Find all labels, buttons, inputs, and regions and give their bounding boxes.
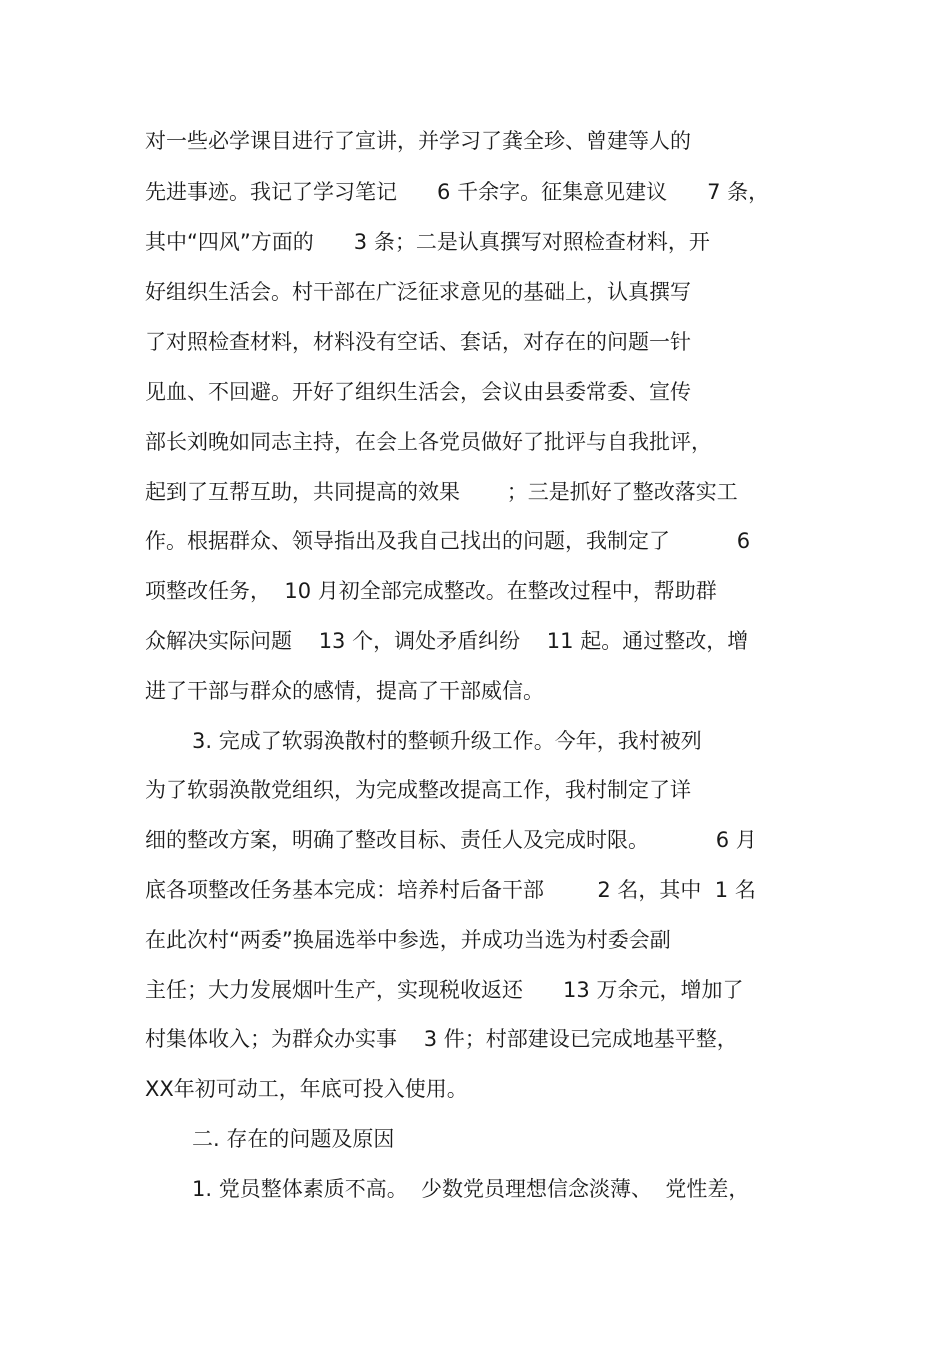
body-text-line: XX年初可动工，年底可投入使用。	[145, 1077, 468, 1101]
body-text-line: 了对照检查材料，材料没有空话、套话，对存在的问题一针	[145, 330, 691, 354]
body-text-line: 底各项整改任务基本完成：培养村后备干部 2 名，其中 1 名	[145, 878, 756, 902]
body-text-line: 见血、不回避。开好了组织生活会，会议由县委常委、宣传	[145, 380, 691, 404]
body-text-line: 细的整改方案，明确了整改目标、责任人及完成时限。 6 月	[145, 828, 757, 852]
body-text-line: 对一些必学课目进行了宣讲，并学习了龚全珍、曾建等人的	[145, 129, 691, 153]
body-text-line: 为了软弱涣散党组织，为完成整改提高工作，我村制定了详	[145, 778, 691, 802]
body-text-line: 先进事迹。我记了学习笔记 6 千余字。征集意见建议 7 条，	[145, 180, 770, 204]
paragraph-first-line: 1. 党员整体素质不高。 少数党员理想信念淡薄、 党性差，	[192, 1177, 750, 1201]
body-text-line: 部长刘晚如同志主持，在会上各党员做好了批评与自我批评，	[145, 430, 712, 454]
body-text-line: 主任；大力发展烟叶生产，实现税收返还 13 万余元，增加了	[145, 978, 744, 1002]
body-text-line: 其中“四风”方面的 3 条；二是认真撰写对照检查材料，开	[145, 230, 710, 254]
body-text-line: 村集体收入；为群众办实事 3 件；村部建设已完成地基平整，	[145, 1027, 738, 1051]
section-heading: 二. 存在的问题及原因	[192, 1127, 395, 1151]
body-text-line: 众解决实际问题 13 个，调处矛盾纠纷 11 起。通过整改，增	[145, 629, 749, 653]
body-text-line: 起到了互帮互助，共同提高的效果 ；三是抓好了整改落实工	[145, 480, 738, 504]
paragraph-first-line: 3. 完成了软弱涣散村的整顿升级工作。今年，我村被列	[192, 729, 702, 753]
body-text-line: 在此次村“两委”换届选举中参选，并成功当选为村委会副	[145, 928, 671, 952]
body-text-line: 进了干部与群众的感情，提高了干部威信。	[145, 679, 544, 703]
body-text-line: 作。根据群众、领导指出及我自己找出的问题，我制定了 6	[145, 529, 751, 553]
body-text-line: 项整改任务， 10 月初全部完成整改。在整改过程中，帮助群	[145, 579, 717, 603]
body-text-line: 好组织生活会。村干部在广泛征求意见的基础上，认真撰写	[145, 280, 691, 304]
